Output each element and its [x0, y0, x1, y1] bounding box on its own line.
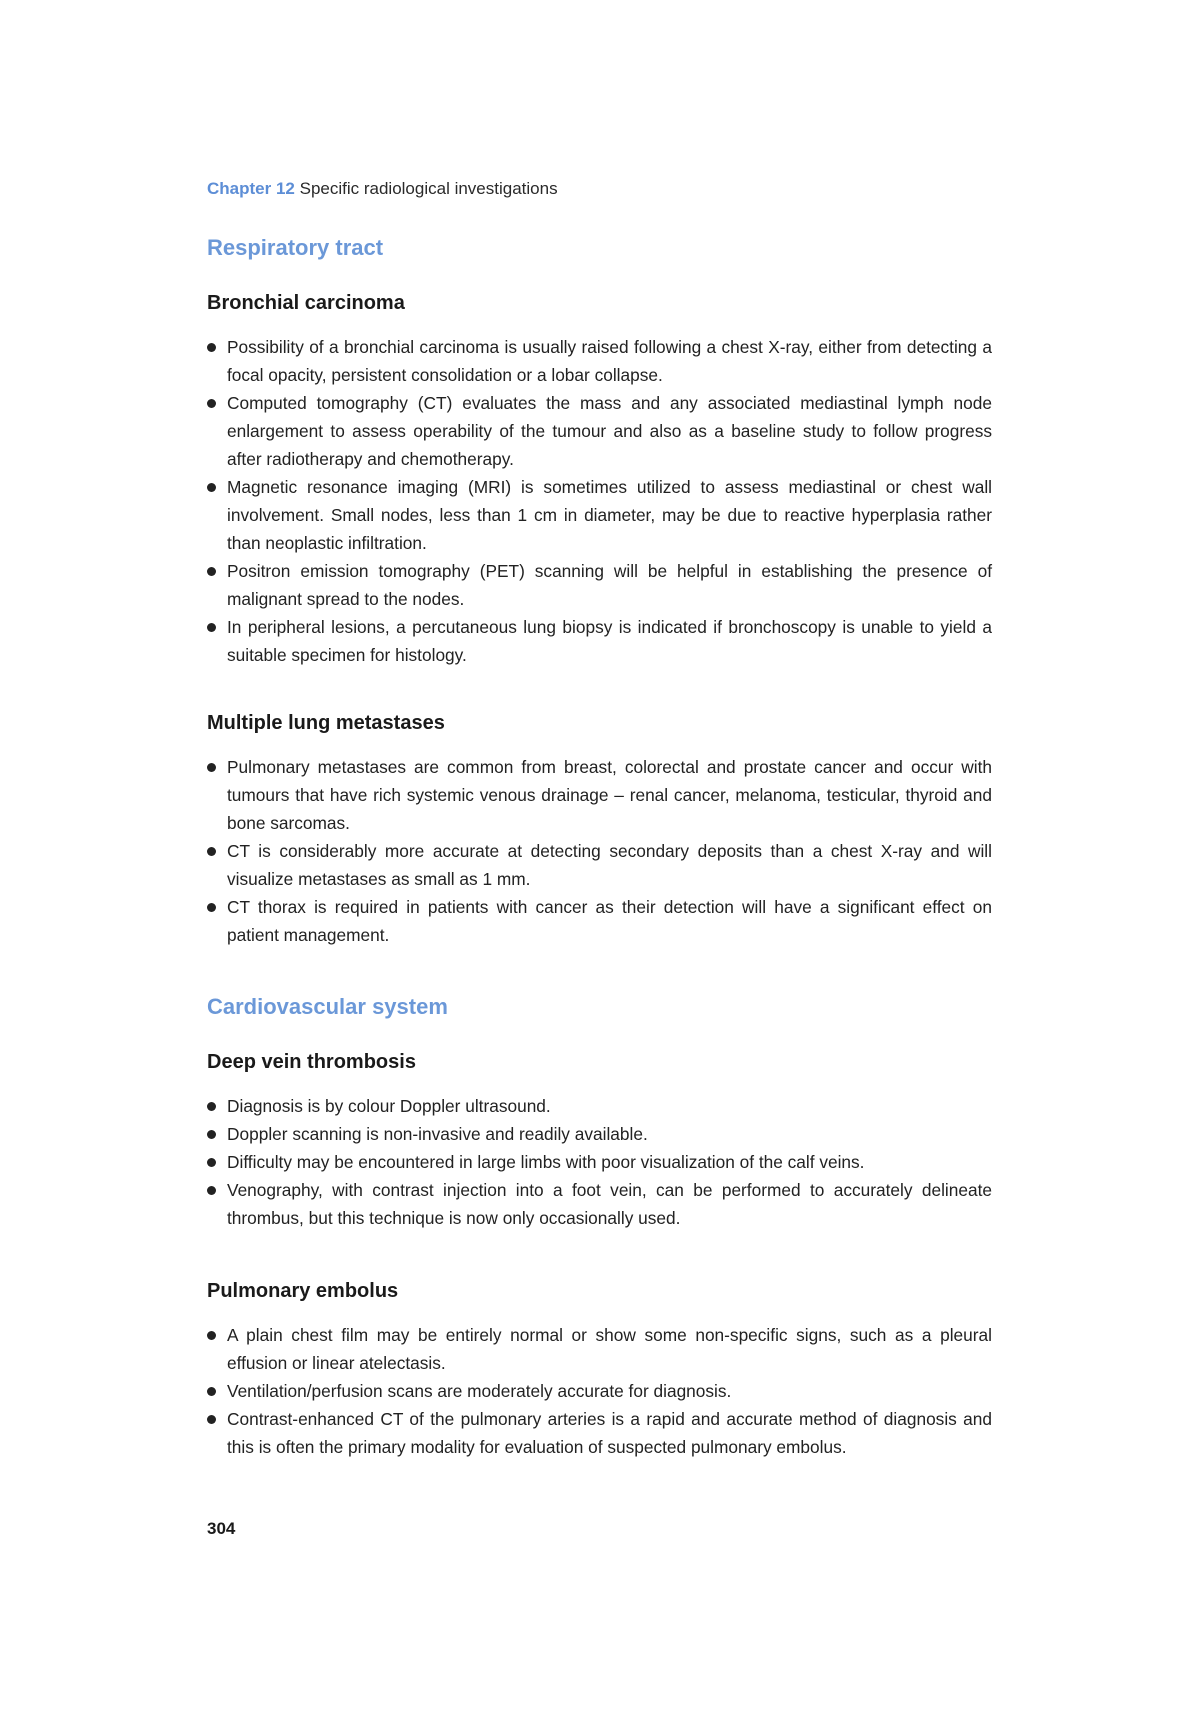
- running-head: [207, 178, 558, 200]
- subsection-title-bronchial-carcinoma: Bronchial carcinoma: [207, 292, 405, 314]
- list-item: [207, 473, 992, 557]
- list-item-text: Difficulty may be encountered in large limbs with poor visualization of the calf veins.: [227, 1152, 865, 1172]
- bullet-icon: [207, 903, 216, 912]
- section-title-respiratory-tract: Respiratory tract: [207, 235, 384, 260]
- list-item: [207, 1377, 992, 1405]
- bullet-icon: [207, 1130, 216, 1139]
- list-item-text: In peripheral lesions, a percutaneous lung biopsy is indicated if bronchoscopy is unable to yield a suitable specimen for histology.: [227, 617, 992, 665]
- bullet-list-lung-metastases: [207, 753, 992, 949]
- list-item-text: Magnetic resonance imaging (MRI) is sometimes utilized to assess mediastinal or chest wall involvement. Small nodes, less than 1 cm in diameter, may be due to reactive hyperplasia rather than neoplastic infiltration.: [227, 477, 992, 553]
- section-title-cardiovascular-system: Cardiovascular system: [207, 994, 448, 1019]
- list-item-text: Computed tomography (CT) evaluates the mass and any associated mediastinal lymph node enlargement to assess operability of the tumour and also as a baseline study to follow progress after radiotherapy and chemotherapy.: [227, 393, 992, 469]
- subsection-title-pulmonary-embolus: Pulmonary embolus: [207, 1280, 399, 1302]
- bullet-icon: [207, 623, 216, 632]
- list-item: [207, 893, 992, 949]
- list-item: [207, 1321, 992, 1377]
- list-item-text: Diagnosis is by colour Doppler ultrasound.: [227, 1096, 551, 1116]
- list-item-text: Doppler scanning is non-invasive and readily available.: [227, 1124, 648, 1144]
- list-item: [207, 1120, 992, 1148]
- list-item-text: Possibility of a bronchial carcinoma is usually raised following a chest X-ray, either from detecting a focal opacity, persistent consolidation or a lobar collapse.: [227, 337, 992, 385]
- list-item-text: Contrast-enhanced CT of the pulmonary arteries is a rapid and accurate method of diagnosis and this is often the primary modality for evaluation of suspected pulmonary embolus.: [227, 1409, 992, 1457]
- bullet-icon: [207, 567, 216, 576]
- bullet-icon: [207, 1158, 216, 1167]
- list-item: [207, 613, 992, 669]
- subsection-title-deep-vein-thrombosis: Deep vein thrombosis: [207, 1051, 416, 1073]
- bullet-list-pulmonary-embolus: [207, 1321, 992, 1461]
- list-item: [207, 333, 992, 389]
- bullet-icon: [207, 1387, 216, 1396]
- list-item-text: Venography, with contrast injection into a foot vein, can be performed to accurately delineate thrombus, but this technique is now only occasionally used.: [227, 1180, 992, 1228]
- list-item: [207, 1148, 992, 1176]
- list-item-text: Positron emission tomography (PET) scanning will be helpful in establishing the presence of malignant spread to the nodes.: [227, 561, 992, 609]
- page-number: 304: [207, 1519, 236, 1538]
- list-item-text: CT thorax is required in patients with cancer as their detection will have a significant effect on patient management.: [227, 897, 992, 945]
- chapter-title: Specific radiological investigations: [299, 179, 558, 198]
- list-item-text: Ventilation/perfusion scans are moderately accurate for diagnosis.: [227, 1381, 732, 1401]
- list-item-text: Pulmonary metastases are common from breast, colorectal and prostate cancer and occur with tumours that have rich systemic venous drainage – renal cancer, melanoma, testicular, thyroid and bone sarcomas.: [227, 757, 992, 833]
- bullet-icon: [207, 343, 216, 352]
- bullet-icon: [207, 483, 216, 492]
- bullet-icon: [207, 1102, 216, 1111]
- bullet-list-deep-vein-thrombosis: [207, 1092, 992, 1232]
- list-item: [207, 837, 992, 893]
- list-item: [207, 1176, 992, 1232]
- bullet-list-bronchial-carcinoma: [207, 333, 992, 669]
- list-item-text: CT is considerably more accurate at detecting secondary deposits than a chest X-ray and will visualize metastases as small as 1 mm.: [227, 841, 992, 889]
- list-item: [207, 389, 992, 473]
- bullet-icon: [207, 847, 216, 856]
- chapter-label: Chapter 12: [207, 179, 295, 198]
- list-item: [207, 557, 992, 613]
- bullet-icon: [207, 1331, 216, 1340]
- list-item: [207, 1405, 992, 1461]
- bullet-icon: [207, 1415, 216, 1424]
- bullet-icon: [207, 763, 216, 772]
- list-item: [207, 1092, 992, 1120]
- subsection-title-multiple-lung-metastases: Multiple lung metastases: [207, 712, 445, 734]
- bullet-icon: [207, 1186, 216, 1195]
- list-item: [207, 753, 992, 837]
- list-item-text: A plain chest film may be entirely normal or show some non-specific signs, such as a pleural effusion or linear atelectasis.: [227, 1325, 992, 1373]
- bullet-icon: [207, 399, 216, 408]
